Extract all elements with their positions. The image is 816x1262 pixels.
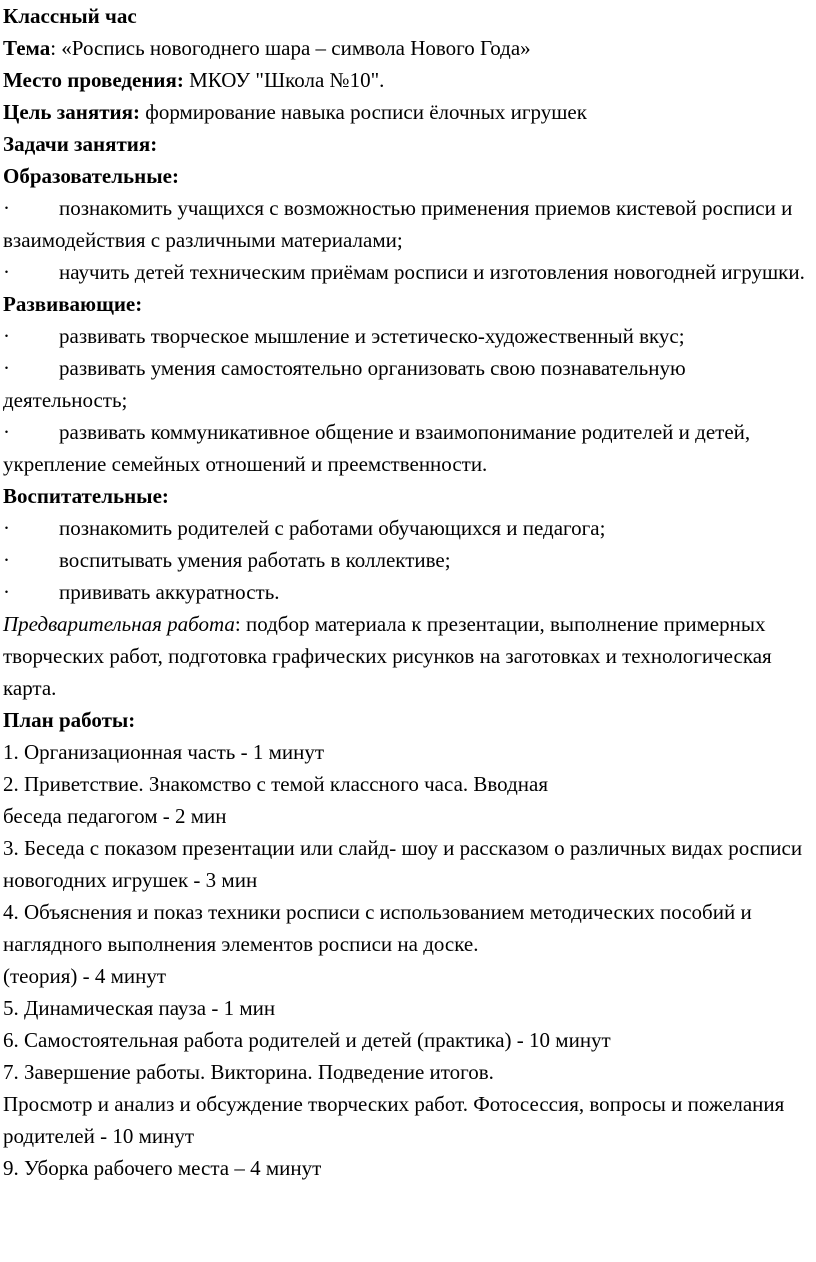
plan-line: Просмотр и анализ и обсуждение творческих работ. Фотосессия, вопросы и пожелания родителей - 10 минут <box>3 1092 785 1148</box>
list-item-text: научить детей техническим приёмам росписи и изготовления новогодней игрушки. <box>59 260 805 284</box>
plan-line: 5. Динамическая пауза - 1 мин <box>3 996 276 1020</box>
list-item-text: развивать коммуникативное общение и взаимопонимание родителей и детей, укрепление семейных отношений и преемственности. <box>3 420 751 476</box>
plan-line: 7. Завершение работы. Викторина. Подведение итогов. <box>3 1060 494 1084</box>
list-item <box>3 512 813 544</box>
list-item <box>3 544 813 576</box>
developing-heading: Развивающие: <box>3 292 143 316</box>
educational-heading: Образовательные: <box>3 164 179 188</box>
bullet-marker: · <box>3 516 10 540</box>
place-label: Место проведения: <box>3 68 184 92</box>
goal-value: формирование навыка росписи ёлочных игрушек <box>139 100 587 124</box>
list-item-text: прививать аккуратность. <box>59 580 280 604</box>
upbringing-heading: Воспитательные: <box>3 484 169 508</box>
topic-value: : «Роспись новогоднего шара – символа Нового Года» <box>50 36 531 60</box>
preliminary-paragraph <box>3 608 813 704</box>
tasks-heading: Задачи занятия: <box>3 132 158 156</box>
place-value: МКОУ "Школа №10". <box>183 68 385 92</box>
list-item <box>3 352 813 416</box>
bullet-marker: · <box>3 548 10 572</box>
plan-line: беседа педагогом - 2 мин <box>3 804 227 828</box>
plan-heading: План работы: <box>3 708 136 732</box>
place-line <box>3 64 813 96</box>
bullet-marker: · <box>3 260 10 284</box>
list-item-text: воспитывать умения работать в коллективе; <box>59 548 451 572</box>
bullet-marker: · <box>3 420 10 444</box>
list-item <box>3 416 813 480</box>
plan-line: (теория) - 4 минут <box>3 964 167 988</box>
bullet-marker: · <box>3 580 10 604</box>
bullet-marker: · <box>3 196 10 220</box>
list-item <box>3 256 813 288</box>
document-title: Классный час <box>3 4 137 28</box>
list-item <box>3 576 813 608</box>
list-item-text: развивать творческое мышление и эстетическо-художественный вкус; <box>59 324 685 348</box>
list-item-text: познакомить учащихся с возможностью применения приемов кистевой росписи и взаимодействия с различными материалами; <box>3 196 793 252</box>
goal-line <box>3 96 813 128</box>
preliminary-label: Предварительная работа <box>3 612 235 636</box>
list-item <box>3 192 813 256</box>
goal-label: Цель занятия: <box>3 100 140 124</box>
topic-label: Тема <box>3 36 51 60</box>
bullet-marker: · <box>3 324 10 348</box>
topic-line <box>3 32 813 64</box>
plan-line: 4. Объяснения и показ техники росписи с использованием методических пособий и наглядного выполнения элементов росписи на доске. <box>3 900 752 956</box>
plan-line: 9. Уборка рабочего места – 4 минут <box>3 1156 322 1180</box>
bullet-marker: · <box>3 356 10 380</box>
plan-line: 1. Организационная часть - 1 минут <box>3 740 325 764</box>
preliminary-text: : подбор материала к презентации, выполнение примерных творческих работ, подготовка графических рисунков на заготовках и технологическая карта. <box>3 612 772 700</box>
plan-line: 6. Самостоятельная работа родителей и детей (практика) - 10 минут <box>3 1028 611 1052</box>
list-item-text: развивать умения самостоятельно организовать свою познавательную деятельность; <box>3 356 686 412</box>
plan-line: 3. Беседа с показом презентации или слайд- шоу и рассказом о различных видах росписи новогодних игрушек - 3 мин <box>3 836 803 892</box>
plan-line: 2. Приветствие. Знакомство с темой классного часа. Вводная <box>3 772 548 796</box>
list-item-text: познакомить родителей с работами обучающихся и педагога; <box>59 516 606 540</box>
list-item <box>3 320 813 352</box>
